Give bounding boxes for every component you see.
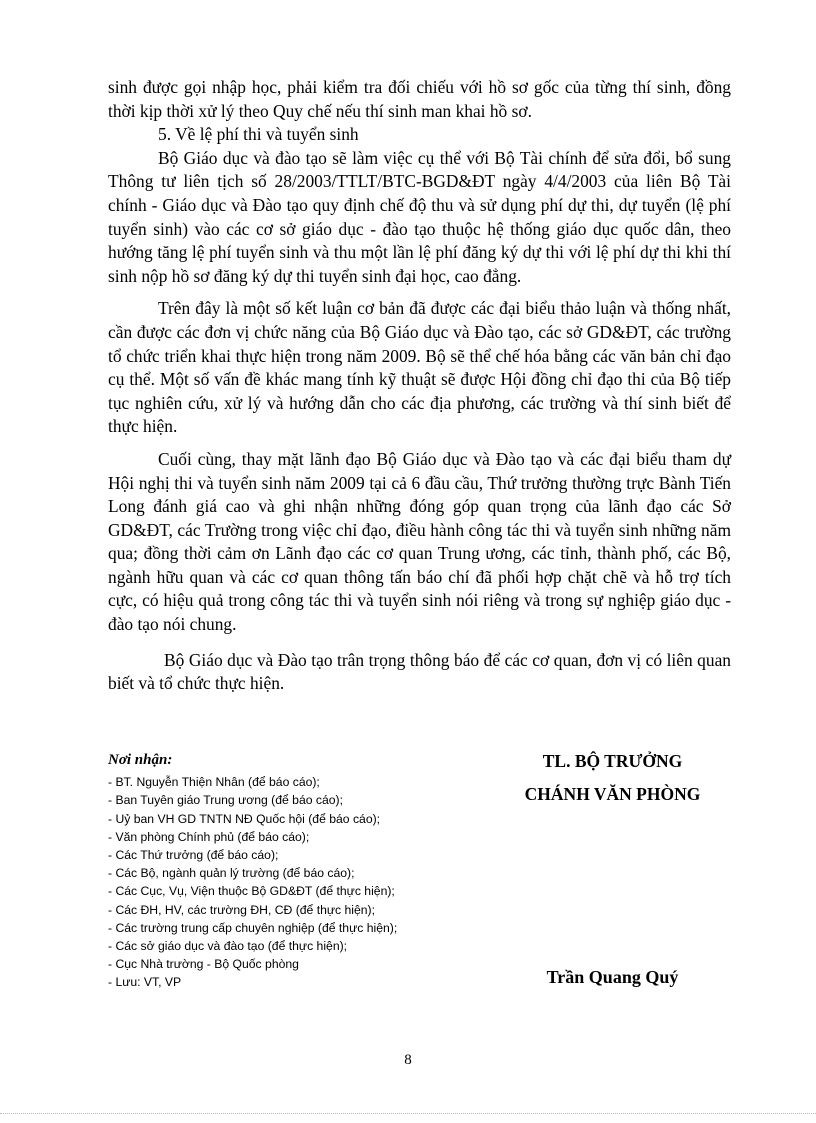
- recipient-item: - Các ĐH, HV, các trường ĐH, CĐ (để thực hiện);: [108, 902, 376, 917]
- recipient-item: - Lưu: VT, VP: [108, 975, 182, 990]
- recipient-item: - Văn phòng Chính phủ (để báo cáo);: [108, 829, 310, 844]
- recipient-item: - Ban Tuyên giáo Trung ương (để báo cáo);: [108, 793, 343, 808]
- signer-title: CHÁNH VĂN PHÒNG: [524, 784, 701, 804]
- body-text: [108, 76, 731, 696]
- signature-block: [500, 745, 725, 988]
- recipients-block: [108, 751, 488, 992]
- recipients-title: Nơi nhận:: [108, 752, 173, 768]
- recipient-item: - Các sở giáo dục và đào tạo (để thực hiện);: [108, 939, 348, 954]
- recipient-item: - Các trường trung cấp chuyên nghiệp (để thực hiện);: [108, 920, 398, 935]
- recipients-list: [108, 773, 488, 991]
- intro-paragraph: sinh được gọi nhập học, phải kiểm tra đối chiếu với hồ sơ gốc của từng thí sinh, đồng thời kịp thời xử lý theo Quy chế nếu thí sinh man khai hồ sơ.: [108, 77, 731, 121]
- notice-paragraph: Bộ Giáo dục và Đào tạo trân trọng thông báo để các cơ quan, đơn vị có liên quan biết và tổ chức thực hiện.: [108, 649, 731, 694]
- recipient-item: - Các Thứ trưởng (để báo cáo);: [108, 848, 279, 863]
- section-heading-5: 5. Về lệ phí thi và tuyển sinh: [158, 124, 359, 145]
- recipient-item: - Các Bộ, ngành quản lý trường (để báo cáo);: [108, 866, 355, 881]
- signer-authority: TL. BỘ TRƯỞNG: [542, 751, 683, 771]
- page-bottom-edge: [0, 1113, 816, 1114]
- conclusion-paragraph: Trên đây là một số kết luận cơ bản đã được các đại biểu thảo luận và thống nhất, cần được các đơn vị chức năng của Bộ Giáo dục và Đào tạo, các sở GD&ĐT, các trường tổ chức triển khai thực hiện trong năm 2009. Bộ sẽ thể chế hóa bằng các văn bản chỉ đạo cụ thể. Một số vấn đề khác mang tính kỹ thuật sẽ được Hội đồng chỉ đạo thi của Bộ tiếp tục nghiên cứu, xử lý và hướng dẫn cho các địa phương, các trường và thí sinh biết để thực hiện.: [108, 298, 731, 437]
- recipient-item: - Cục Nhà trường - Bộ Quốc phòng: [108, 957, 299, 972]
- thanks-paragraph: Cuối cùng, thay mặt lãnh đạo Bộ Giáo dục và Đào tạo và các đại biểu tham dự Hội nghị thi và tuyển sinh năm 2009 tại cả 6 đầu cầu, Thứ trưởng thường trực Bành Tiến Long đánh giá cao và ghi nhận những đóng góp quan trọng của lãnh đạo các Sở GD&ĐT, các Trường trong việc chỉ đạo, điều hành công tác thi và tuyển sinh những năm qua; đồng thời cảm ơn Lãnh đạo các cơ quan Trung ương, các tỉnh, thành phố, các Bộ, ngành hữu quan và các cơ quan thông tấn báo chí đã phối hợp chặt chẽ và hỗ trợ tích cực, có hiệu quả trong công tác thi và tuyển sinh nói riêng và trong sự nghiệp giáo dục - đào tạo nói chung.: [108, 448, 731, 635]
- recipient-item: - Các Cục, Vụ, Viện thuộc Bộ GD&ĐT (để thực hiện);: [108, 884, 395, 899]
- fee-paragraph: Bộ Giáo dục và đào tạo sẽ làm việc cụ thể với Bộ Tài chính để sửa đổi, bổ sung Thông tư liên tịch số 28/2003/TTLT/BTC-BGD&ĐT ngày 4/4/2003 của liên Bộ Tài chính - Giáo dục và Đào tạo quy định chế độ thu và sử dụng phí dự thi, dự tuyển (lệ phí tuyển sinh) vào các cơ sở giáo dục - đào tạo thuộc hệ thống giáo dục quốc dân, theo hướng tăng lệ phí tuyển sinh và thu một lần lệ phí đăng ký dự thi với lệ phí dự thi khi thí sinh nộp hồ sơ đăng ký dự thi tuyển sinh đại học, cao đẳng.: [108, 147, 731, 286]
- recipient-item: - BT. Nguyễn Thiện Nhân (để báo cáo);: [108, 775, 320, 790]
- page-number: 8: [404, 1052, 412, 1068]
- signer-name: Trần Quang Quý: [546, 967, 679, 987]
- recipient-item: - Uỷ ban VH GD TNTN NĐ Quốc hội (để báo cáo);: [108, 811, 381, 826]
